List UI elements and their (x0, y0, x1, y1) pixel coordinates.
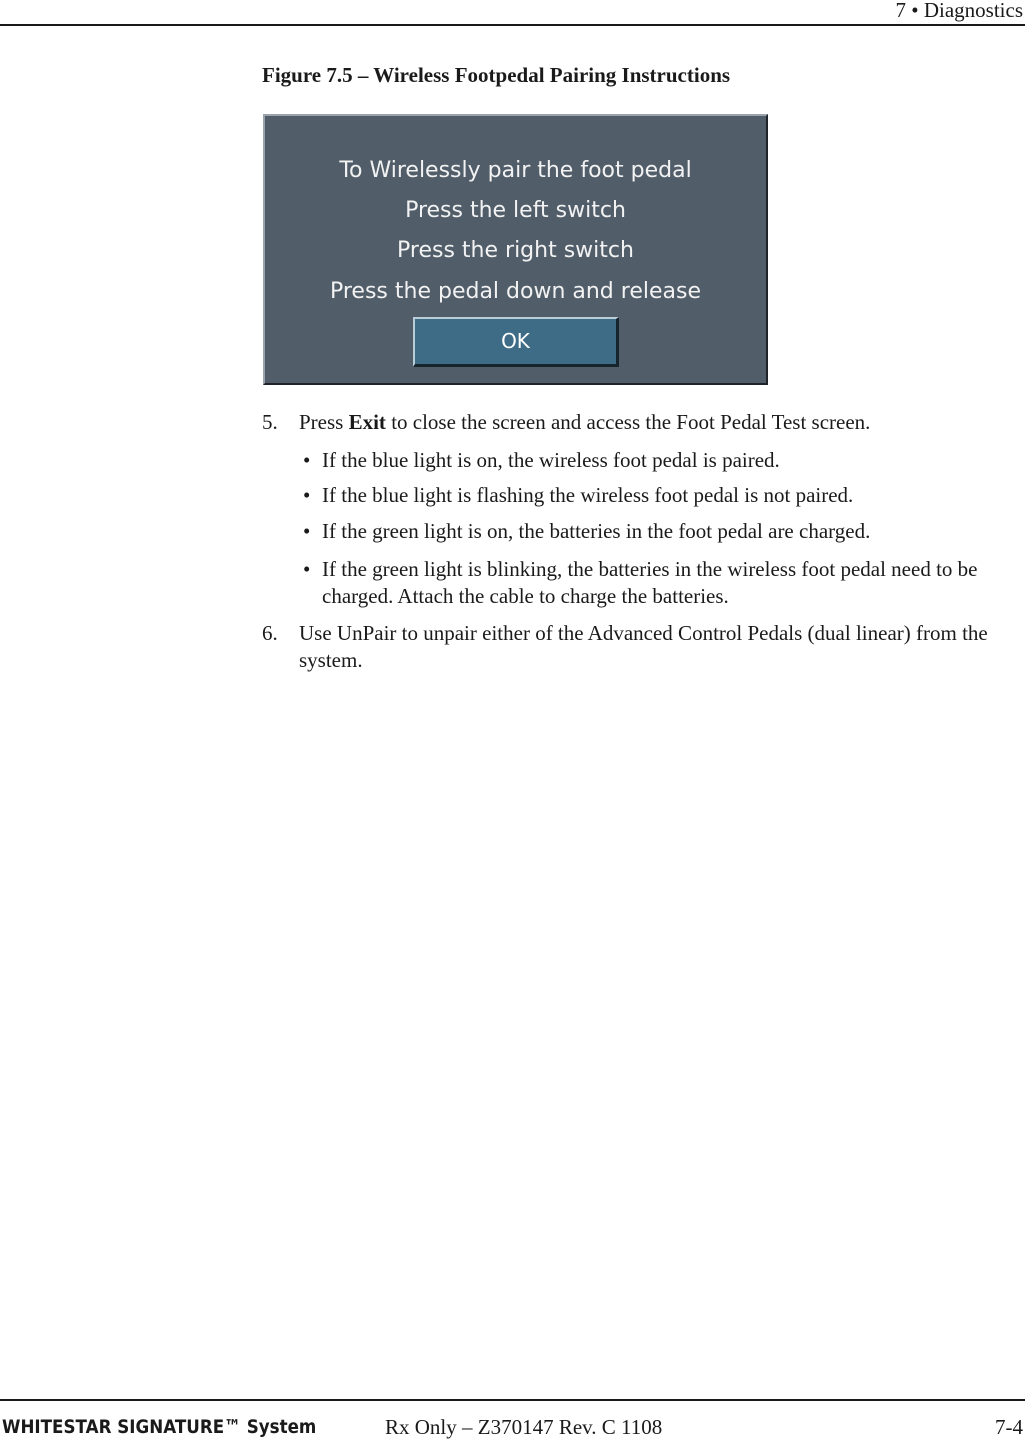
step-6 (262, 620, 1022, 674)
bullet-marker: • (303, 519, 311, 543)
footer-brand: WHITESTAR SIGNATURE™ System (2, 1416, 317, 1438)
bullet-item (303, 482, 1015, 509)
step-5-exit-term: Exit (348, 410, 386, 434)
bullet-marker: • (303, 448, 311, 472)
dialog-instruction-left-switch: Press the left switch (405, 198, 626, 223)
bullet-item (303, 518, 1015, 545)
dialog-instruction-right-switch: Press the right switch (397, 238, 634, 263)
figure-caption: Figure 7.5 – Wireless Footpedal Pairing Instructions (262, 63, 731, 87)
step-5-suffix: to close the screen and access the Foot Pedal Test screen. (385, 410, 871, 434)
running-header: 7 • Diagnostics (895, 0, 1023, 22)
bullet-item (303, 447, 1015, 474)
ok-button[interactable]: OK (413, 317, 619, 367)
bullet-marker: • (303, 483, 311, 507)
step-6-text: Use UnPair to unpair either of the Advanced Control Pedals (dual linear) from the system. (299, 621, 988, 672)
bullet-text: If the green light is blinking, the batteries in the wireless foot pedal need to be charged. Attach the cable to charge the batteries. (322, 557, 978, 608)
step-5 (262, 409, 870, 436)
bullet-text: If the green light is on, the batteries in the foot pedal are charged. (322, 519, 871, 543)
step-5-number: 5. (262, 410, 278, 434)
pairing-dialog-screenshot (263, 114, 768, 385)
footer-rule (0, 1399, 1025, 1401)
bullet-text: If the blue light is on, the wireless foot pedal is paired. (322, 448, 780, 472)
bullet-marker: • (303, 557, 311, 581)
dialog-instruction-title: To Wirelessly pair the foot pedal (339, 158, 692, 183)
page-number: 7-4 (995, 1415, 1023, 1439)
header-rule (0, 24, 1025, 26)
dialog-instruction-pedal: Press the pedal down and release (329, 279, 701, 304)
bullet-item (303, 556, 1015, 610)
footer-document-id: Rx Only – Z370147 Rev. C 1108 (385, 1415, 663, 1439)
step-6-number: 6. (262, 621, 278, 645)
bullet-text: If the blue light is flashing the wireless foot pedal is not paired. (322, 483, 854, 507)
step-5-prefix: Press (299, 410, 349, 434)
